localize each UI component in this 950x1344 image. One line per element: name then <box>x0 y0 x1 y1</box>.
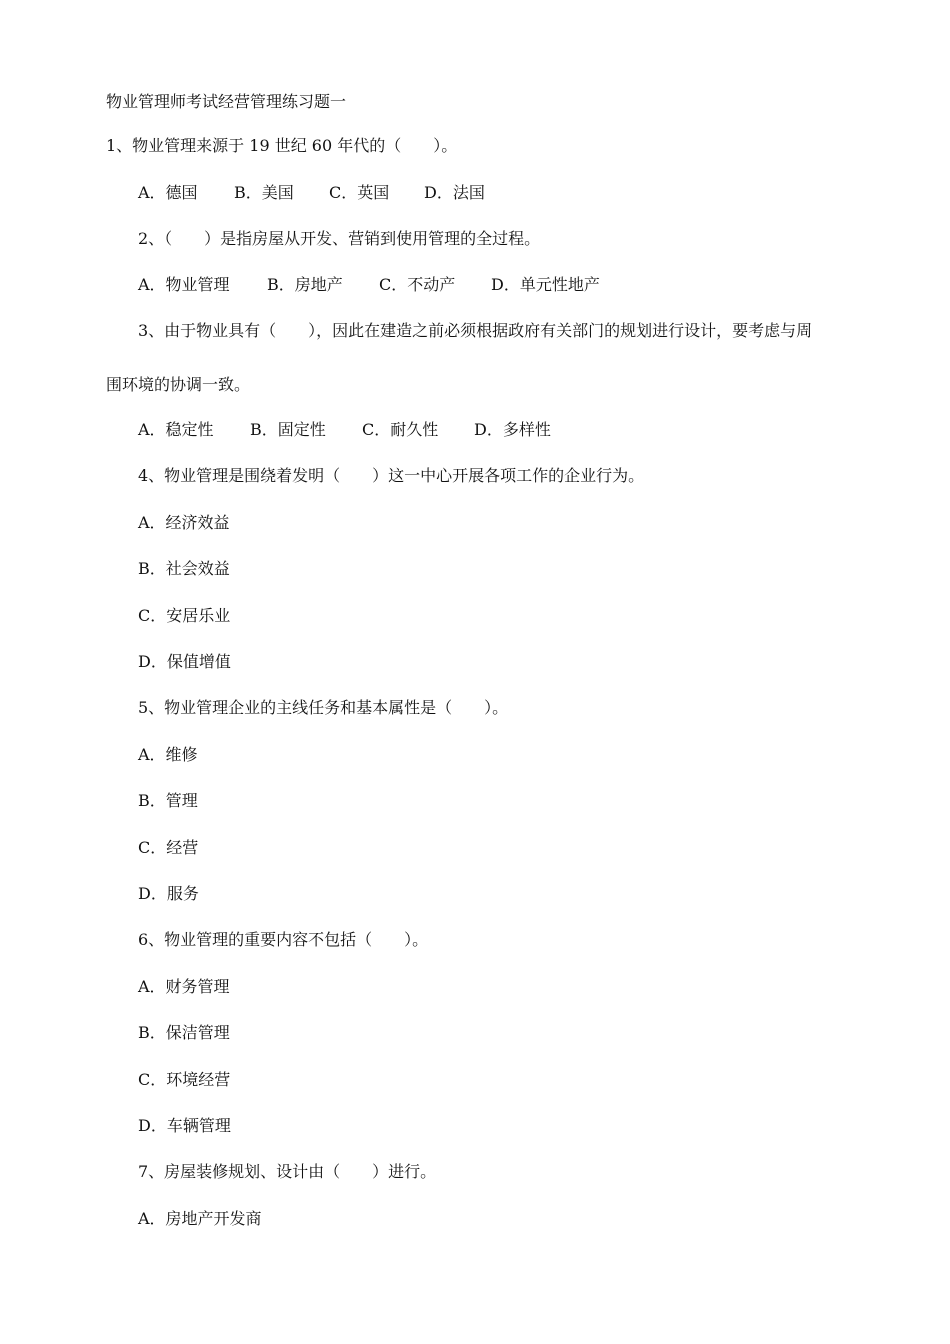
question-6-option-d: D．车辆管理 <box>138 1116 231 1135</box>
option-b: B．房地产 <box>267 275 343 294</box>
question-1-text: 1、物业管理来源于 19 世纪 60 年代的（ ）。 <box>106 136 458 155</box>
question-1-options <box>138 183 485 203</box>
question-6-option-a: A．财务管理 <box>138 977 230 996</box>
question-5-option-b: B．管理 <box>138 791 198 810</box>
document-title: 物业管理师考试经营管理练习题一 <box>106 92 347 111</box>
question-4-option-a: A．经济效益 <box>138 513 230 532</box>
option-c: C．不动产 <box>379 275 456 294</box>
option-a: A．德国 <box>138 183 198 202</box>
question-4-option-b: B．社会效益 <box>138 559 230 578</box>
question-2-options <box>138 275 600 295</box>
question-6-option-c: C．环境经营 <box>138 1070 231 1089</box>
question-6-option-b: B．保洁管理 <box>138 1023 230 1042</box>
question-5-option-a: A．维修 <box>138 745 198 764</box>
option-b: B．美国 <box>234 183 294 202</box>
option-d: D．多样性 <box>474 420 551 439</box>
question-3-options <box>138 420 551 440</box>
option-b: B．固定性 <box>250 420 326 439</box>
question-2-text: 2、（ ）是指房屋从开发、营销到使用管理的全过程。 <box>138 229 541 248</box>
question-5-text: 5、物业管理企业的主线任务和基本属性是（ ）。 <box>138 698 509 717</box>
option-c: C．英国 <box>329 183 390 202</box>
question-3-text-line2: 围环境的协调一致。 <box>106 375 251 394</box>
question-5-option-d: D．服务 <box>138 884 199 903</box>
question-3-text-line1: 3、由于物业具有（ ），因此在建造之前必须根据政府有关部门的规划进行设计，要考虑与周 <box>138 321 813 340</box>
question-5-option-c: C．经营 <box>138 838 199 857</box>
question-4-text: 4、物业管理是围绕着发明（ ）这一中心开展各项工作的企业行为。 <box>138 466 645 485</box>
option-c: C．耐久性 <box>362 420 439 439</box>
question-6-text: 6、物业管理的重要内容不包括（ ）。 <box>138 930 429 949</box>
question-7-text: 7、房屋装修规划、设计由（ ）进行。 <box>138 1162 437 1181</box>
option-a: A．物业管理 <box>138 275 230 294</box>
question-4-option-d: D．保值增值 <box>138 652 231 671</box>
question-4-option-c: C．安居乐业 <box>138 606 231 625</box>
option-d: D．法国 <box>424 183 485 202</box>
question-7-option-a: A．房地产开发商 <box>138 1209 262 1228</box>
option-a: A．稳定性 <box>138 420 214 439</box>
option-d: D．单元性地产 <box>491 275 600 294</box>
